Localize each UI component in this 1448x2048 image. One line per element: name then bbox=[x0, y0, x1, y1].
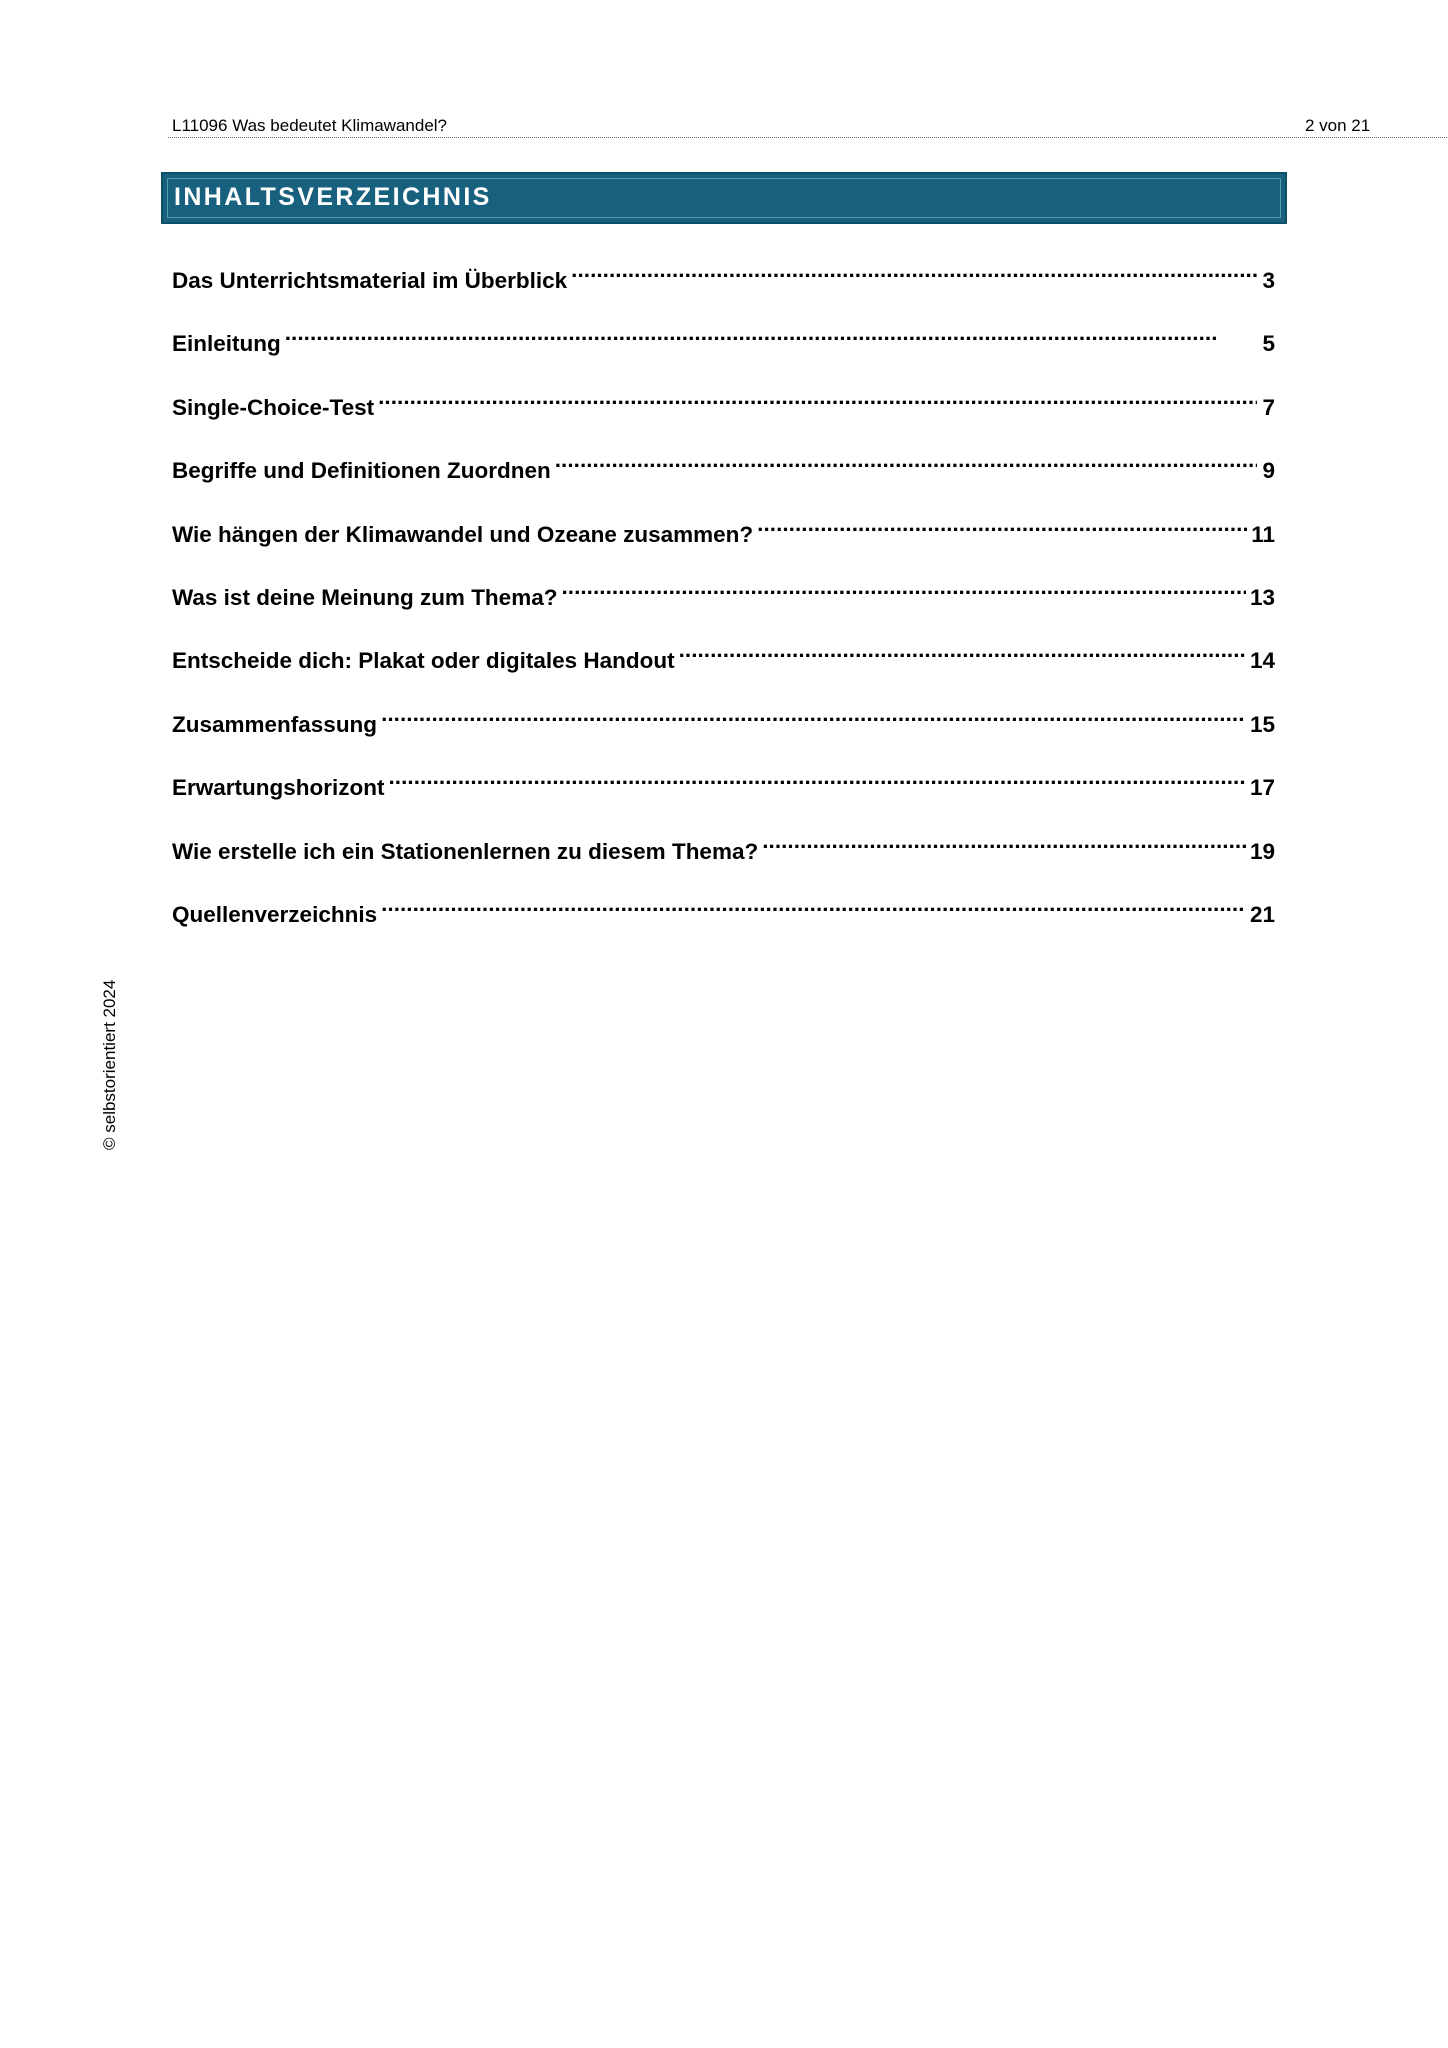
toc-entry-page: 13 bbox=[1249, 584, 1275, 610]
toc-dot-leader bbox=[555, 442, 1257, 478]
toc-entry[interactable] bbox=[172, 823, 1275, 886]
document-title: L11096 Was bedeutet Klimawandel? bbox=[172, 116, 448, 135]
toc-entry[interactable] bbox=[172, 442, 1275, 505]
page-number: 2 von 21 bbox=[1305, 116, 1371, 135]
toc-entry-title: Begriffe und Definitionen Zuordnen bbox=[172, 458, 551, 484]
toc-entry[interactable] bbox=[172, 379, 1275, 442]
toc-entry[interactable] bbox=[172, 696, 1275, 759]
toc-dot-leader bbox=[389, 759, 1246, 795]
toc-dot-leader bbox=[381, 696, 1246, 732]
toc-dot-leader bbox=[381, 886, 1246, 922]
toc-dot-leader bbox=[762, 823, 1246, 859]
toc-dot-leader bbox=[561, 569, 1246, 605]
toc-heading-banner bbox=[161, 172, 1287, 224]
toc-entry[interactable] bbox=[172, 886, 1275, 949]
toc-entry[interactable] bbox=[172, 315, 1275, 378]
toc-entry-title: Zusammenfassung bbox=[172, 711, 378, 737]
toc-entry-page: 19 bbox=[1249, 838, 1275, 864]
toc-dot-leader bbox=[285, 315, 1257, 351]
toc-entry-page: 7 bbox=[1262, 394, 1275, 420]
toc-entry[interactable] bbox=[172, 506, 1275, 569]
toc-entry[interactable] bbox=[172, 252, 1275, 315]
toc-entry[interactable] bbox=[172, 632, 1275, 695]
toc-dot-leader bbox=[571, 252, 1257, 288]
copyright-notice: © selbstorientiert 2024 bbox=[100, 979, 119, 1150]
toc-entry-page: 11 bbox=[1251, 521, 1275, 547]
toc-entry-title: Einleitung bbox=[172, 331, 281, 357]
toc-entry-title: Wie erstelle ich ein Stationenlernen zu diesem Thema? bbox=[172, 838, 759, 864]
toc-entry-title: Erwartungshorizont bbox=[172, 775, 385, 801]
page-header bbox=[168, 115, 1447, 138]
toc-entry-title: Single-Choice-Test bbox=[172, 394, 375, 420]
toc-entry[interactable] bbox=[172, 759, 1275, 822]
toc-entry[interactable] bbox=[172, 569, 1275, 632]
toc-entry-page: 5 bbox=[1262, 331, 1275, 357]
toc-dot-leader bbox=[679, 632, 1246, 668]
table-of-contents bbox=[172, 252, 1275, 949]
toc-dot-leader bbox=[378, 379, 1257, 415]
toc-entry-title: Was ist deine Meinung zum Thema? bbox=[172, 584, 558, 610]
toc-entry-title: Entscheide dich: Plakat oder digitales Handout bbox=[172, 648, 675, 674]
toc-entry-page: 17 bbox=[1249, 775, 1275, 801]
toc-entry-page: 15 bbox=[1249, 711, 1275, 737]
toc-dot-leader bbox=[757, 506, 1247, 542]
toc-heading: INHALTSVERZEICHNIS bbox=[174, 183, 492, 211]
toc-entry-title: Das Unterrichtsmaterial im Überblick bbox=[172, 268, 568, 293]
toc-entry-page: 9 bbox=[1262, 458, 1275, 484]
toc-entry-title: Quellenverzeichnis bbox=[172, 901, 378, 927]
toc-entry-page: 3 bbox=[1262, 268, 1275, 293]
toc-entry-page: 21 bbox=[1249, 901, 1275, 927]
toc-entry-title: Wie hängen der Klimawandel und Ozeane zusammen? bbox=[172, 521, 754, 547]
toc-entry-page: 14 bbox=[1249, 648, 1275, 674]
